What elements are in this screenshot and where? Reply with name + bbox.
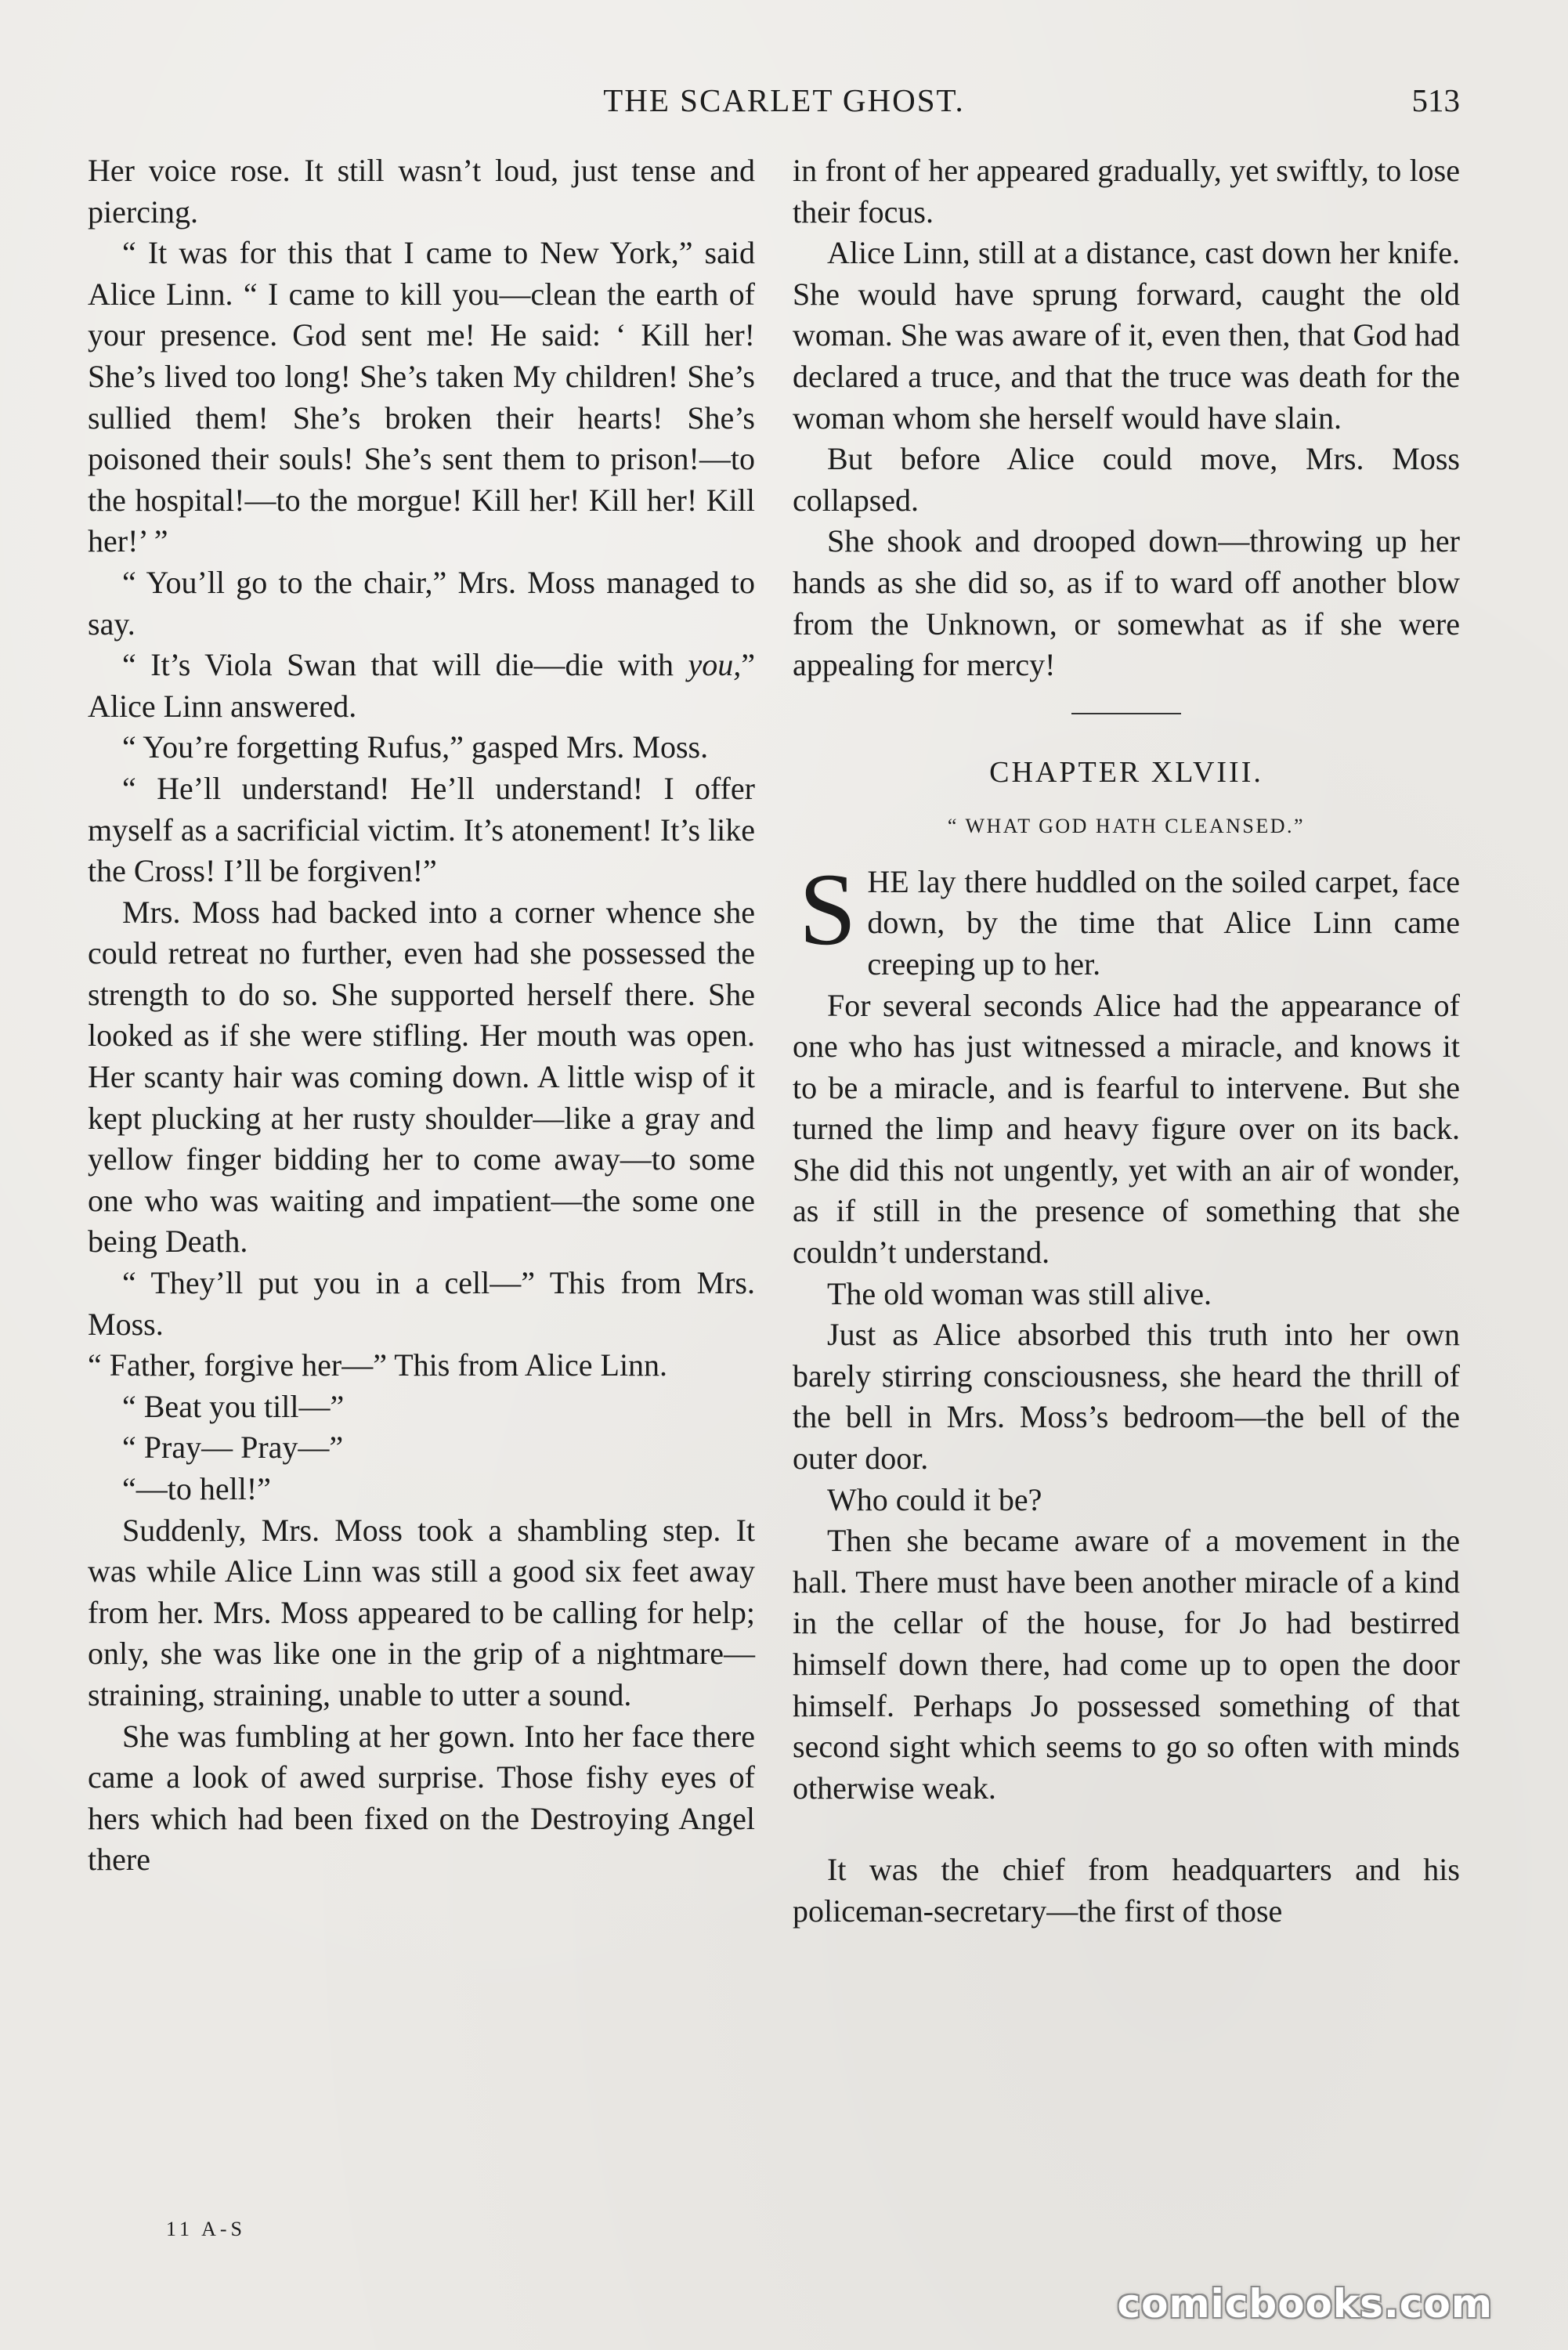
- paragraph: [88, 645, 755, 727]
- paragraph: For several seconds Alice had the appearance of one who has just witnessed a miracle, and knows it to be a miracle, and is fearful to intervene. But she turned the limp and heavy figure over on its back. She did this not ungently, yet with an air of wonder, as if still in the presence of something that she couldn’t understand.: [793, 987, 1460, 1271]
- paragraph: Just as Alice absorbed this truth into her own barely stirring consciousness, she heard the thrill of the bell in Mrs. Moss’s bedroom—the bell of the outer door.: [793, 1317, 1460, 1477]
- paragraph: Mrs. Moss had backed into a corner whence she could retreat no further, even had she possessed the strength to do so. She supported herself there. She looked as if she were stifling. Her mouth was open. Her scanty hair was coming down. A little wisp of it kept plucking at her rusty shoulder—like a gray and yellow finger bidding her to come away—to some one who was waiting and impatient—the some one being Death.: [88, 894, 755, 1260]
- chapter-heading: CHAPTER XLVIII.: [989, 755, 1263, 789]
- paragraph: “ He’ll understand! He’ll understand! I offer myself as a sacrificial victim. It’s atonement! It’s like the Cross! I’ll be forgiven!”: [88, 770, 755, 889]
- running-title: THE SCARLET GHOST.: [603, 82, 965, 118]
- paragraph: Her voice rose. It still wasn’t loud, just tense and piercing.: [88, 153, 755, 230]
- text-run: HE lay there huddled on the soiled carpet, face down, by the time that Alice Linn came creeping up to her.: [867, 863, 1460, 982]
- paragraph: “ You’ll go to the chair,” Mrs. Moss managed to say.: [88, 564, 755, 642]
- paragraph: “ They’ll put you in a cell—” This from Mrs. Moss.: [88, 1265, 755, 1342]
- paragraph: Who could it be?: [827, 1481, 1042, 1517]
- paragraph: Alice Linn, still at a distance, cast down her knife. She would have sprung forward, caught the old woman. She was aware of it, even then, that God had declared a truce, and that the truce was death for the woman whom she herself would have slain.: [793, 235, 1460, 436]
- paragraph: Then she became aware of a movement in the hall. There must have been another miracle of a kind in the cellar of the house, for Jo had bestirred himself down there, had come up to open the door himself. Perhaps Jo possessed something of that second sight which seems to go so often with minds otherwise weak.: [793, 1523, 1460, 1806]
- section-divider: [1071, 713, 1181, 714]
- paragraph: It was the chief from headquarters and his policeman-secretary—the first of those: [793, 1852, 1460, 1929]
- paragraph: “—to hell!”: [122, 1471, 271, 1506]
- text-run: “ It’s Viola Swan that will die—die with: [122, 647, 688, 683]
- site-watermark: comicbooks.com: [1117, 2281, 1493, 2326]
- running-head: [0, 77, 1568, 124]
- paragraph: She was fumbling at her gown. Into her face there came a look of awed surprise. Those fishy eyes of hers which had been fixed on the Destroying Angel there: [88, 1718, 755, 1878]
- chapter-subtitle: “ WHAT GOD HATH CLEANSED.”: [947, 814, 1306, 837]
- left-column: [88, 150, 755, 1881]
- printer-signature-mark: 11 A-S: [166, 2218, 246, 2240]
- paragraph: “ You’re forgetting Rufus,” gasped Mrs. Moss.: [122, 729, 709, 765]
- paragraph: “ Beat you till—”: [122, 1388, 345, 1424]
- text-run: ” Alice Linn answered.: [88, 647, 755, 724]
- paragraph: “ It was for this that I came to New York,” said Alice Linn. “ I came to kill you—clean the earth of your presence. God sent me! He said: ‘ Kill her! She’s lived too long! She’s taken My children! She’s sullied them! She’s broken their hearts! She’s poisoned their souls! She’s sent them to prison!—to the hospital!—to the morgue! Kill her! Kill her! Kill her!’ ”: [88, 235, 755, 559]
- chapter-opening-paragraph: [793, 851, 1460, 985]
- paragraph: She shook and drooped down—throwing up her hands as she did so, as if to ward off another blow from the Unknown, or somewhat as if she were appealing for mercy!: [793, 523, 1460, 683]
- paragraph: “ Pray— Pray—”: [122, 1430, 344, 1466]
- italic-text: you,: [688, 647, 742, 683]
- paragraph: Suddenly, Mrs. Moss took a shambling step. It was while Alice Linn was still a good six feet away from her. Mrs. Moss appeared to be calling for help; only, she was like one in the grip of a nightmare—straining, straining, unable to utter a sound.: [88, 1512, 755, 1712]
- right-column: [793, 150, 1460, 1932]
- paragraph: in front of her appeared gradually, yet swiftly, to lose their focus.: [793, 153, 1460, 230]
- drop-cap: S: [799, 851, 857, 967]
- page-number: 513: [1411, 82, 1460, 118]
- paragraph: “ Father, forgive her—” This from Alice Linn.: [88, 1347, 668, 1383]
- paragraph: The old woman was still alive.: [827, 1275, 1212, 1311]
- paragraph: But before Alice could move, Mrs. Moss collapsed.: [793, 441, 1460, 518]
